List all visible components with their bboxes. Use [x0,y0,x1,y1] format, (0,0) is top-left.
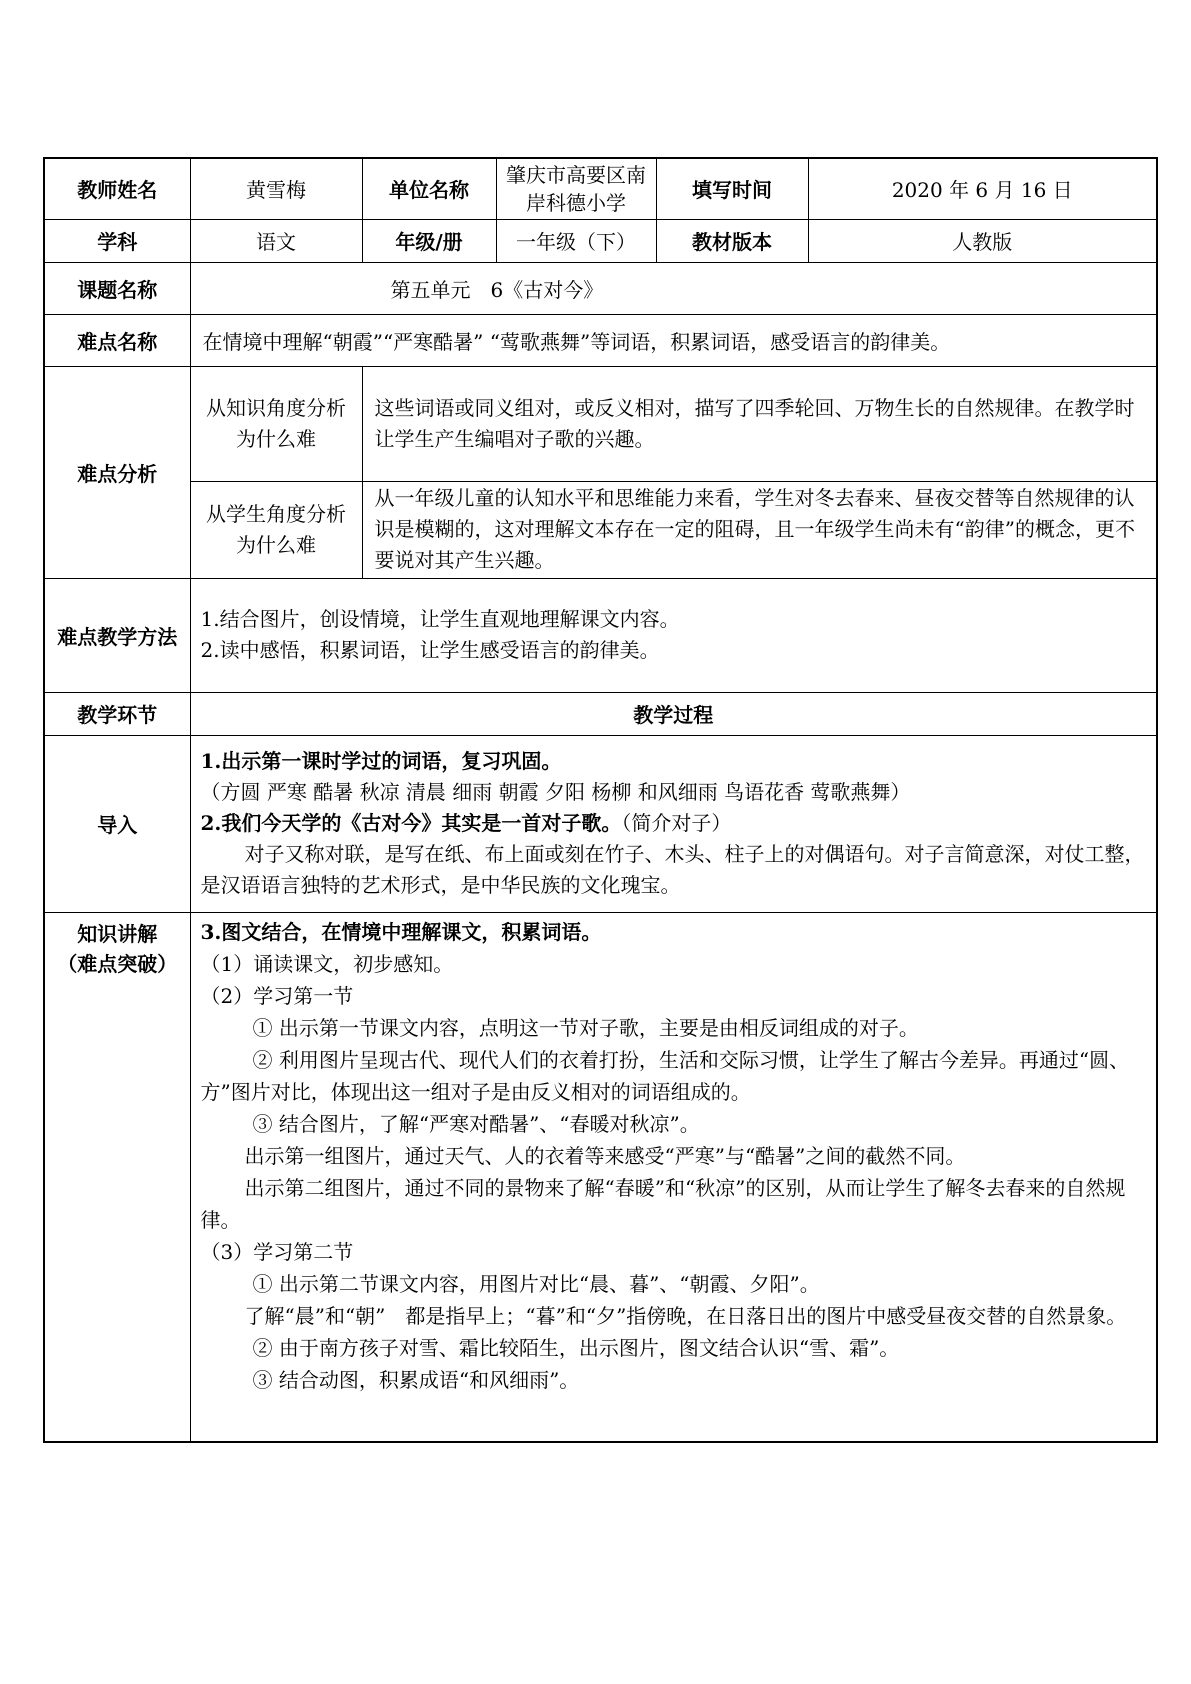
knowledge-line-8: 出示第二组图片，通过不同的景物来了解“春暖”和“秋凉”的区别，从而让学生了解冬去春来的自然规律。 [200,1175,1126,1232]
intro-line-4: 对子又称对联，是写在纸、布上面或刻在竹子、木头、柱子上的对偶语句。对子言简意深，对仗工整，是汉语语言独特的艺术形式，是中华民族的文化瑰宝。 [200,842,1145,897]
difficulty-label: 难点名称 [44,314,190,366]
knowledge-content [190,912,1157,1442]
knowledge-angle-label: 从知识角度分析为什么难 [190,366,362,481]
knowledge-label-1: 知识讲解 [77,921,158,946]
row-teacher [44,158,1157,219]
knowledge-line-10: ① 出示第二节课文内容，用图片对比“晨、暮”、“朝霞、夕阳”。 [252,1271,820,1296]
intro-line-3 [201,808,1147,839]
intro-label: 导入 [44,735,190,912]
unit-value: 肇庆市高要区南岸科德小学 [496,158,656,219]
knowledge-line-9: （3）学习第二节 [200,1239,354,1264]
lesson-plan-table [43,157,1158,1443]
knowledge-angle-text: 这些词语或同义组对，或反义相对，描写了四季轮回、万物生长的自然规律。在教学时让学生产生编唱对子歌的兴趣。 [362,366,1157,481]
knowledge-line-4: ① 出示第一节课文内容，点明这一节对子歌，主要是由相反词组成的对子。 [252,1015,919,1040]
teacher-label: 教师姓名 [44,158,190,219]
row-analysis-student [44,481,1157,578]
knowledge-line-5: ② 利用图片呈现古代、现代人们的衣着打扮，生活和交际习惯，让学生了解古今差异。再通过“圆、方”图片对比，体现出这一组对子是由反义相对的词语组成的。 [200,1047,1130,1104]
row-analysis-knowledge [44,366,1157,481]
row-difficulty [44,314,1157,366]
knowledge-line-12: ② 由于南方孩子对雪、霜比较陌生，出示图片，图文结合认识“雪、霜”。 [252,1335,900,1360]
knowledge-line-11: 了解“晨”和“朝” 都是指早上；“暮”和“夕”指傍晚，在日落日出的图片中感受昼夜交替的自然景象。 [244,1303,1127,1328]
unit-label: 单位名称 [362,158,496,219]
knowledge-line-13: ③ 结合动图，积累成语“和风细雨”。 [252,1367,580,1392]
knowledge-line-3: （2）学习第一节 [200,983,354,1008]
method-text [190,578,1157,692]
student-angle-label: 从学生角度分析为什么难 [190,481,362,578]
intro-line-2: （方圆 严寒 酷暑 秋凉 清晨 细雨 朝霞 夕阳 杨柳 和风细雨 鸟语花香 莺歌燕舞） [200,780,911,804]
difficulty-value: 在情境中理解“朝霞”“严寒酷暑” “莺歌燕舞”等词语，积累词语，感受语言的韵律美。 [190,314,1157,366]
topic-label: 课题名称 [44,262,190,314]
intro-line-1: 1.出示第一课时学过的词语，复习巩固。 [200,749,562,773]
analysis-label: 难点分析 [44,366,190,578]
method-line-2: 2.读中感悟，积累词语，让学生感受语言的韵律美。 [200,638,660,662]
row-intro [44,735,1157,912]
subject-value: 语文 [190,219,362,262]
intro-line-3b: （简介对子） [621,811,732,835]
process-header: 教学过程 [190,692,1157,735]
knowledge-line-1: 3.图文结合，在情境中理解课文，积累词语。 [200,919,602,944]
knowledge-label-2: （难点突破） [57,951,178,976]
knowledge-line-2: （1）诵读课文，初步感知。 [200,951,454,976]
row-knowledge [44,912,1157,1442]
student-angle-text: 从一年级儿童的认知水平和思维能力来看，学生对冬去春来、昼夜交替等自然规律的认识是模糊的，这对理解文本存在一定的阻碍，且一年级学生尚未有“韵律”的概念，更不要说对其产生兴趣。 [362,481,1157,578]
knowledge-line-6: ③ 结合图片，了解“严寒对酷暑”、“春暖对秋凉”。 [252,1111,700,1136]
intro-line-3a: 2.我们今天学的《古对今》其实是一首对子歌。 [200,811,622,835]
subject-label: 学科 [44,219,190,262]
row-subject [44,219,1157,262]
date-label: 填写时间 [656,158,808,219]
intro-content [190,735,1157,912]
grade-label: 年级/册 [362,219,496,262]
row-topic [44,262,1157,314]
edition-value: 人教版 [808,219,1157,262]
row-method [44,578,1157,692]
date-value: 2020 年 6 月 16 日 [808,158,1157,219]
grade-value: 一年级（下） [496,219,656,262]
teacher-value: 黄雪梅 [190,158,362,219]
knowledge-line-7: 出示第一组图片，通过天气、人的衣着等来感受“严寒”与“酷暑”之间的截然不同。 [244,1143,966,1168]
knowledge-label [44,912,190,1442]
topic-value: 第五单元 6《古对今》 [190,262,1157,314]
method-line-1: 1.结合图片，创设情境，让学生直观地理解课文内容。 [200,607,680,631]
row-process-header [44,692,1157,735]
method-label: 难点教学方法 [44,578,190,692]
stage-header: 教学环节 [44,692,190,735]
edition-label: 教材版本 [656,219,808,262]
